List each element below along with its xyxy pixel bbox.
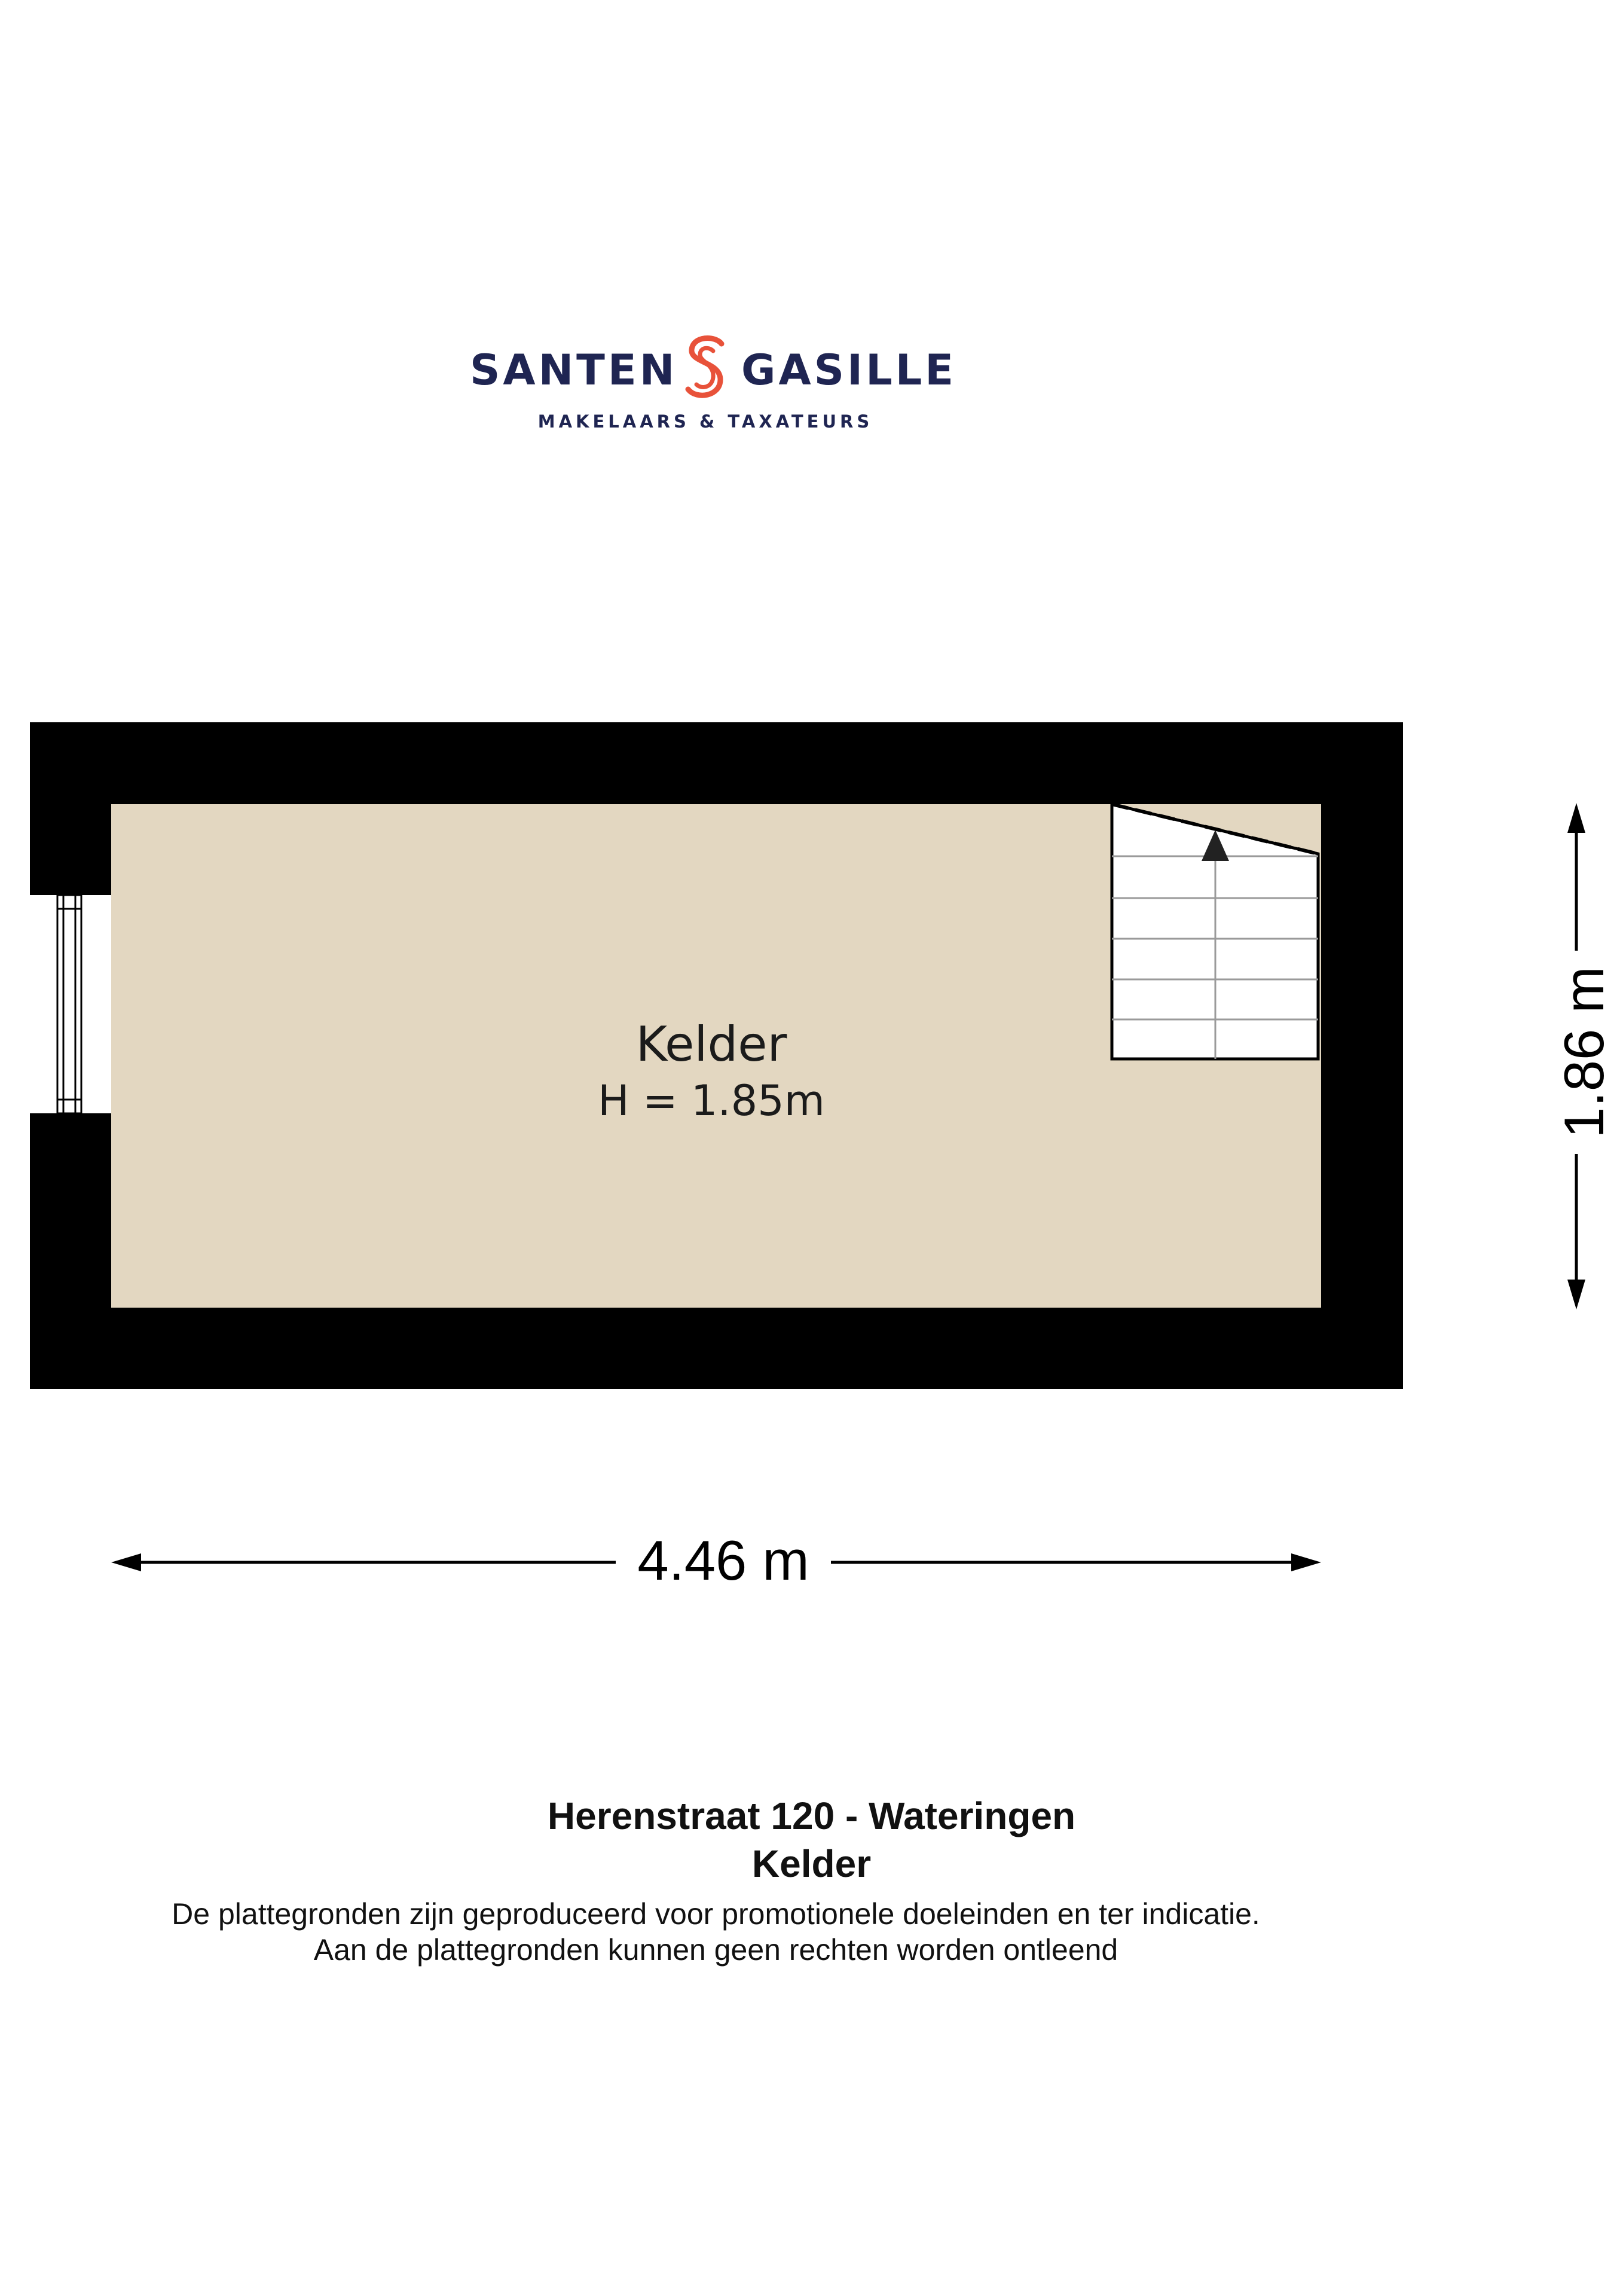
room-name: Kelder (635, 1016, 787, 1072)
room-height-label: H = 1.85m (598, 1076, 825, 1125)
brand-name-right: GASILLE (741, 346, 957, 395)
depth-dimension-label: 1.86 m (1548, 951, 1620, 1154)
disclaimer-line-2: Aan de plattegronden kunnen geen rechten worden ontleend (313, 1933, 1118, 1967)
window-icon (30, 895, 111, 1113)
address-title: Herenstraat 120 - Wateringen (547, 1794, 1076, 1837)
brand-name-left: SANTEN (470, 346, 678, 395)
disclaimer-line-1: De plattegronden zijn geproduceerd voor promotionele doeleinden en ter indicatie. (172, 1897, 1260, 1931)
floor-name: Kelder (751, 1842, 872, 1885)
brand-tagline: MAKELAARS & TAXATEURS (537, 411, 873, 432)
width-dimension-label: 4.46 m (622, 1525, 825, 1596)
